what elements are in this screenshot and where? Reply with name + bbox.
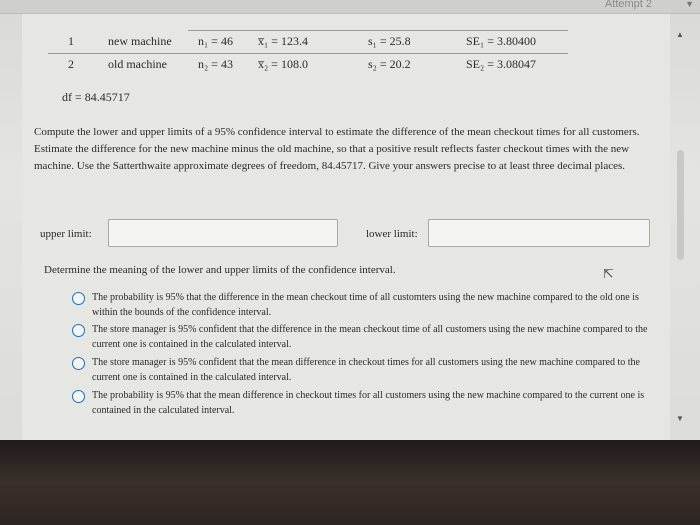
standard-error: SE₁ = 3.80400	[466, 34, 536, 48]
question-text: Compute the lower and upper limits of a 95% confidence interval to estimate the difference of the mean checkout times for all customers. Estimate the difference for the new machine minus the old machine, so that a positive result reflects faster checkout times with the new machine. Use the Satterthwaite approximate degrees of freedom, 84.45717. Give your answers precise to at least three decimal places.	[34, 126, 640, 172]
sample-mean: x̅₂ = 108.0	[258, 57, 308, 71]
option-text: The store manager is 95% confident that the mean difference in checkout times for all customers using the new machine compared to the current one is contained in the calculated interval.	[92, 357, 640, 383]
sample-mean: x̅₁ = 123.4	[258, 34, 308, 48]
sample-size: n₂ = 43	[198, 57, 233, 71]
radio-button[interactable]	[72, 390, 85, 403]
sample-sd: s₂ = 20.2	[368, 57, 411, 71]
scrollbar[interactable]	[674, 30, 688, 430]
option-text: The store manager is 95% confident that the difference in the mean checkout time of all customers using the new machine compared to the current one is contained in the calculated interval.	[92, 324, 648, 350]
option-text: The probability is 95% that the mean difference in checkout times for all customers using the new machine compared to the current one is contained in the calculated interval.	[92, 390, 645, 416]
scroll-up-icon[interactable]: ▲	[676, 30, 684, 39]
table-row	[48, 32, 568, 54]
scroll-down-icon[interactable]: ▼	[676, 414, 684, 423]
degrees-of-freedom: df = 84.45717	[62, 90, 130, 104]
machine-name: old machine	[108, 57, 167, 71]
row-index: 2	[68, 57, 74, 71]
sample-sd: s₁ = 25.8	[368, 34, 411, 48]
scroll-thumb[interactable]	[677, 150, 684, 260]
chevron-down-icon[interactable]: ▼	[685, 0, 694, 9]
table-row	[48, 55, 568, 77]
standard-error: SE₂ = 3.08047	[466, 57, 536, 71]
cursor-icon: ⇱	[603, 266, 614, 281]
option-text: The probability is 95% that the difference in the mean checkout time of all customters using the new machine compared to the old one is within the bounds of the confidence interval.	[92, 292, 639, 318]
top-bar	[0, 0, 700, 14]
laptop-bezel	[0, 440, 700, 525]
radio-button[interactable]	[72, 324, 85, 337]
meaning-prompt: Determine the meaning of the lower and upper limits of the confidence interval.	[44, 264, 396, 276]
upper-limit-input[interactable]	[108, 219, 338, 247]
lower-limit-label: lower limit:	[366, 228, 418, 240]
table-divider	[48, 53, 568, 54]
sample-size: n₁ = 46	[198, 34, 233, 48]
radio-button[interactable]	[72, 357, 85, 370]
lower-limit-input[interactable]	[428, 219, 650, 247]
machine-name: new machine	[108, 34, 172, 48]
row-index: 1	[68, 34, 74, 48]
summary-table	[48, 30, 568, 80]
table-divider	[188, 30, 568, 31]
radio-button[interactable]	[72, 292, 85, 305]
attempt-label: Attempt 2	[604, 0, 652, 10]
upper-limit-label: upper limit:	[40, 228, 92, 240]
